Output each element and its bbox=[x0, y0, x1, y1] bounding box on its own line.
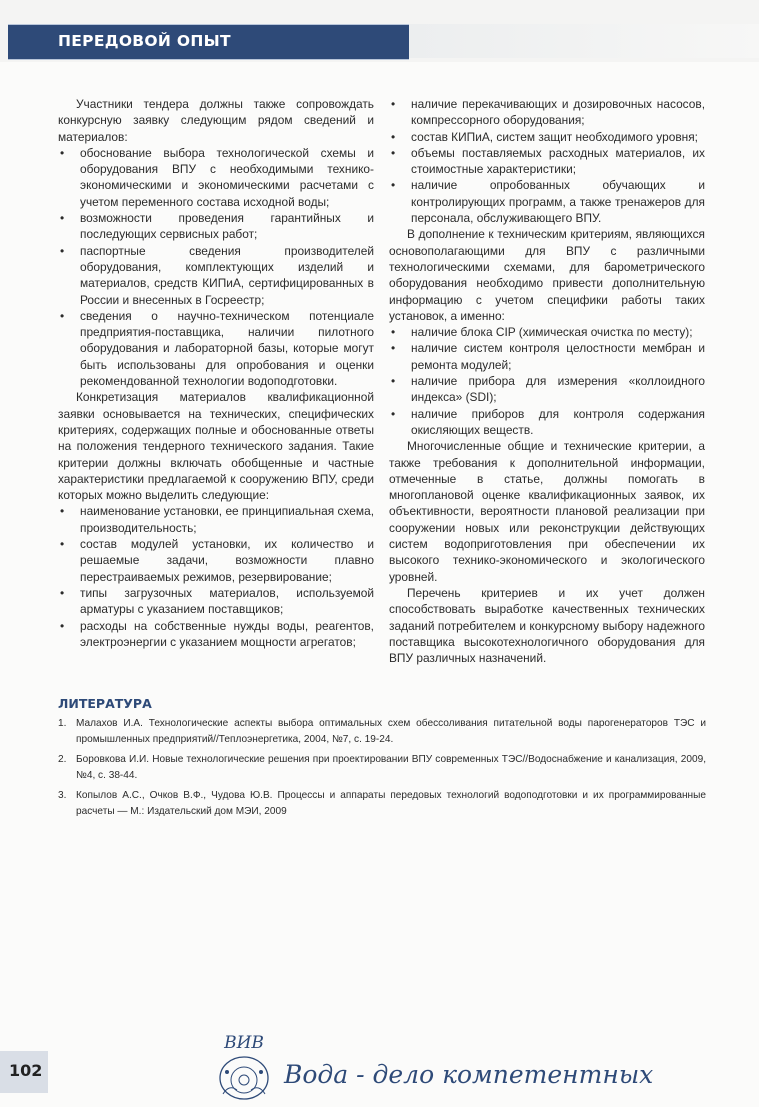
bullet-icon: • bbox=[60, 211, 65, 226]
header-fade bbox=[409, 24, 759, 58]
list-item-text: наличие приборов для контроля содержания окисляющих веществ. bbox=[411, 406, 705, 437]
bullet-list bbox=[389, 96, 705, 226]
reference-number: 3. bbox=[58, 790, 67, 802]
section-header bbox=[8, 24, 409, 60]
references-heading: ЛИТЕРАТУРА bbox=[58, 696, 152, 711]
list-item-text: наличие систем контроля целостности мембран и ремонта модулей; bbox=[411, 341, 705, 372]
list-item bbox=[58, 618, 374, 651]
reference-number: 1. bbox=[58, 718, 67, 729]
list-item-text: возможности проведения гарантийных и последующих сервисных работ; bbox=[80, 211, 374, 242]
bullet-icon: • bbox=[60, 243, 65, 258]
list-item bbox=[389, 373, 705, 406]
bullet-list bbox=[58, 503, 374, 650]
reference-text: Боровкова И.И. Новые технологические решения при проектировании ВПУ современных ТЭС//Водоснабжение и канализация, 2009, №4, с. 38-44. bbox=[76, 754, 706, 781]
section-title: ПЕРЕДОВОЙ ОПЫТ bbox=[58, 32, 231, 50]
list-item-text: наличие перекачивающих и дозировочных насосов, компрессорного оборудования; bbox=[411, 97, 705, 128]
list-item bbox=[58, 243, 374, 308]
bullet-icon: • bbox=[391, 178, 396, 193]
bullet-icon: • bbox=[60, 585, 65, 600]
list-item bbox=[58, 210, 374, 243]
list-item-text: состав КИПиА, систем защит необходимого уровня; bbox=[411, 129, 698, 144]
logo-text: ВИВ bbox=[224, 1033, 264, 1053]
page-number-box bbox=[0, 1051, 48, 1093]
reference-item bbox=[58, 752, 706, 784]
list-item-text: объемы поставляемых расходных материалов, их стоимостные характеристики; bbox=[411, 145, 705, 177]
article-column-right bbox=[389, 96, 705, 666]
logo-icon bbox=[207, 1024, 281, 1104]
paragraph: В дополнение к техническим критериям, являющихся основополагающими для ВПУ с различными технологическими схемами, для барометрического оборудования необходимо привести дополнительную информацию с учетом специфики работы таких установок, а именно: bbox=[389, 227, 705, 323]
list-item bbox=[389, 340, 705, 373]
bullet-icon: • bbox=[391, 325, 396, 340]
list-item-text: паспортные сведения производителей оборудования, комплектующих изделий и материалов, средств КИПиА, сертифицированных в России и внесенных в Госреестр; bbox=[80, 243, 374, 307]
paragraph: Участники тендера должны также сопровождать конкурсную заявку следующим рядом сведений и материалов: bbox=[58, 97, 374, 144]
list-item bbox=[58, 536, 374, 585]
bullet-icon: • bbox=[391, 145, 396, 160]
page-number: 102 bbox=[9, 1061, 43, 1080]
list-item bbox=[389, 129, 705, 145]
list-item bbox=[58, 308, 374, 389]
paragraph: Конкретизация материалов квалификационной заявки основывается на технических, специфических критериях, содержащих полные и обоснованные ответы на положения тендерного технического задания. Такие критерии должны включать обобщенные и частные характеристики предлагаемой к сооружению ВПУ, среди которых можно выделить следующие: bbox=[58, 390, 374, 503]
reference-item bbox=[58, 716, 706, 748]
list-item-text: состав модулей установки, их количество и решаемые задачи, возможности плавно перестраиваемых режимов, резервирование; bbox=[80, 537, 374, 584]
reference-text: Малахов И.А. Технологические аспекты выбора оптимальных схем обессоливания питательной воды парогенераторов ТЭС и промышленных предприятий//Теплоэнергетика, 2004, №7, с. 19-24. bbox=[76, 718, 706, 745]
list-item bbox=[389, 145, 705, 178]
reference-item bbox=[58, 788, 706, 820]
list-item-text: наличие опробованных обучающих и контролирующих программ, а также тренажеров для персонала, обслуживающего ВПУ. bbox=[411, 178, 705, 226]
bullet-icon: • bbox=[60, 618, 65, 633]
bullet-list bbox=[58, 145, 374, 389]
list-item bbox=[389, 96, 705, 129]
list-item bbox=[58, 585, 374, 618]
bullet-icon: • bbox=[391, 97, 396, 111]
list-item-text: наименование установки, ее принципиальная схема, производительность; bbox=[80, 504, 374, 535]
article-column-left bbox=[58, 96, 374, 650]
list-item bbox=[58, 145, 374, 210]
bullet-icon: • bbox=[391, 341, 396, 356]
bullet-list bbox=[389, 324, 705, 438]
bullet-icon: • bbox=[60, 537, 65, 552]
list-item-text: наличие прибора для измерения «коллоидного индекса» (SDI); bbox=[411, 374, 705, 405]
list-item-text: наличие блока CIP (химическая очистка по месту); bbox=[411, 325, 693, 340]
paragraph: Перечень критериев и их учет должен способствовать выработке качественных технических заданий потребителем и конкурсному выбору надежного поставщика высокотехнологичного оборудования для ВПУ различных назначений. bbox=[389, 585, 705, 666]
list-item bbox=[389, 406, 705, 439]
bullet-icon: • bbox=[60, 308, 65, 323]
reference-text: Копылов А.С., Очков В.Ф., Чудова Ю.В. Процессы и аппараты передовых технологий водоподготовки и их программированные расчеты — М.: Издательский дом МЭИ, 2009 bbox=[76, 790, 706, 817]
list-item-text: сведения о научно-техническом потенциале предприятия-поставщика, наличии пилотного оборудования и лабораторной базы, которые могут быть использованы для опробования и оценки рекомендованной технологии водоподготовки. bbox=[80, 308, 374, 389]
references-list bbox=[58, 716, 706, 824]
paragraph: Многочисленные общие и технические критерии, а также требования к дополнительной информации, отмеченные в статье, должны помогать в многоплановой оценке квалификационных заявок, их объективности, вероятности плановой реализации при сооружении новых или реконструкции действующих систем водоприготовления при обеспечении их высокого технико-экономического и экологического уровней. bbox=[389, 439, 705, 584]
list-item bbox=[389, 324, 705, 340]
bullet-icon: • bbox=[391, 374, 396, 389]
bullet-icon: • bbox=[60, 145, 65, 160]
list-item bbox=[58, 503, 374, 536]
list-item bbox=[389, 177, 705, 226]
footer-slogan: Вода - дело компетентных bbox=[284, 1060, 654, 1089]
bullet-icon: • bbox=[391, 406, 396, 421]
list-item-text: расходы на собственные нужды воды, реагентов, электроэнергии с указанием мощности агрегатов; bbox=[80, 618, 374, 649]
list-item-text: обоснование выбора технологической схемы и оборудования ВПУ с необходимыми технико-экономическими и экономическими расчетами с учетом переменного состава исходной воды; bbox=[80, 145, 374, 209]
bullet-icon: • bbox=[60, 504, 65, 519]
bullet-icon: • bbox=[391, 129, 396, 144]
reference-number: 2. bbox=[58, 754, 67, 766]
list-item-text: типы загрузочных материалов, используемой арматуры с указанием поставщиков; bbox=[80, 585, 374, 617]
